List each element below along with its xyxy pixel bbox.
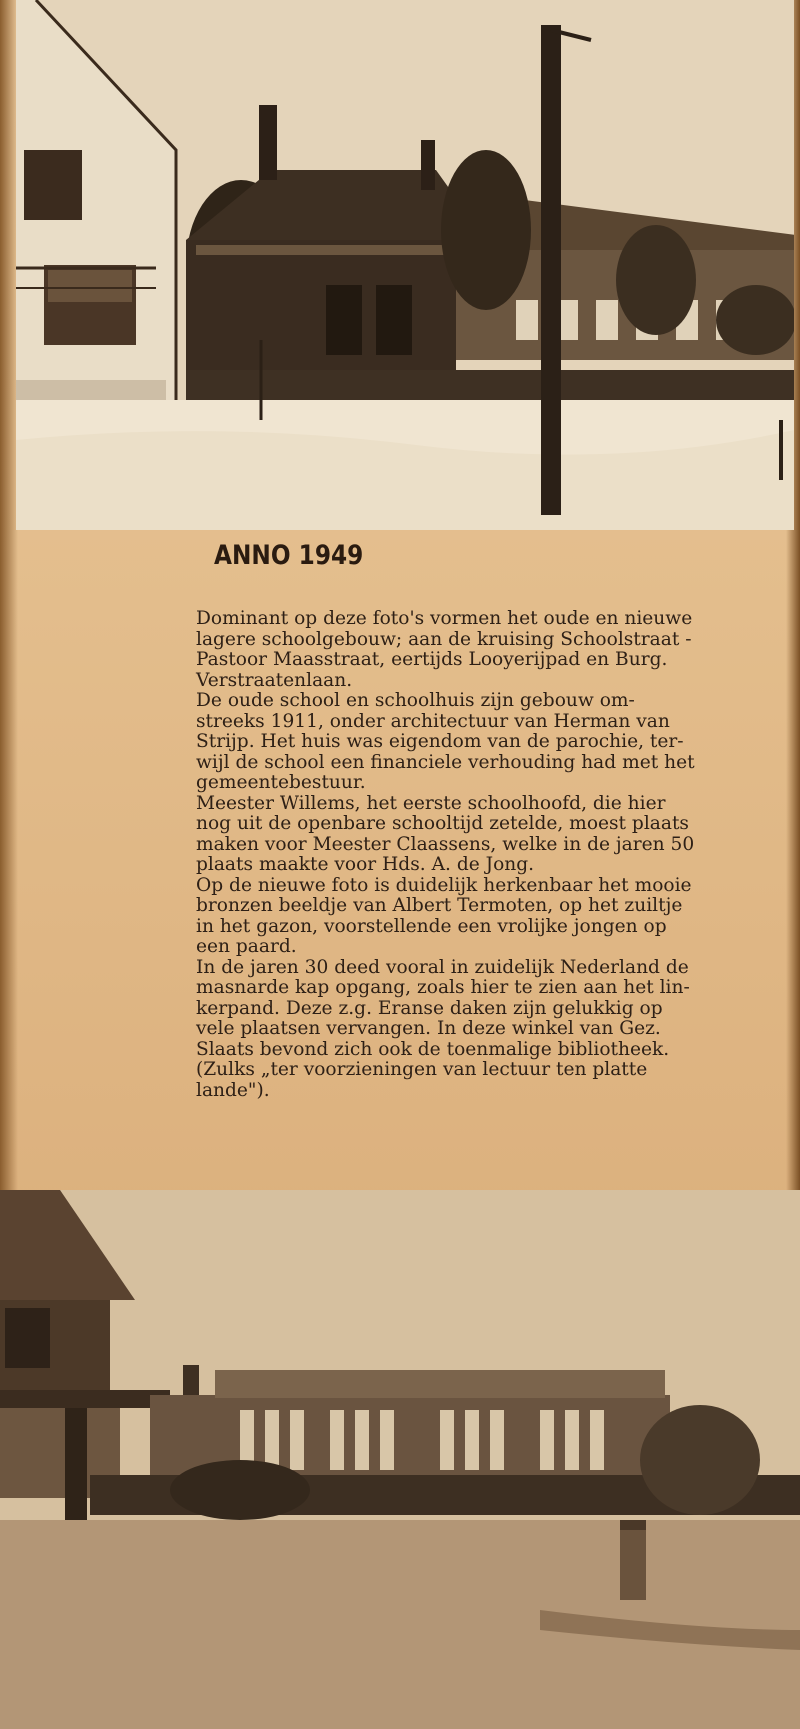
article	[196, 540, 768, 1101]
text-line: maken voor Meester Claassens, welke in de jaren 50	[196, 833, 695, 855]
text-line: in het gazon, voorstellende een vrolijke jongen op	[196, 915, 667, 937]
text-line: een paard.	[196, 936, 297, 957]
text-line: nog uit de openbare schooltijd zetelde, moest plaats	[196, 813, 689, 834]
text-line: masnarde kap opgang, zoals hier te zien aan het lin-	[196, 977, 690, 998]
paragraph-4	[196, 876, 768, 958]
text-line: gemeentebestuur.	[196, 772, 366, 793]
new-school-photo	[0, 1190, 800, 1729]
article-headline: ANNO 1949	[214, 540, 364, 571]
article-body	[196, 609, 768, 1101]
text-line: (Zulks „ter voorzieningen van lectuur ten platte	[196, 1059, 648, 1080]
text-line: Op de nieuwe foto is duidelijk herkenbaar het mooie	[196, 874, 692, 896]
text-line: plaats maakte voor Hds. A. de Jong.	[196, 854, 535, 875]
text-line: Pastoor Maasstraat, eertijds Looyerijpad en Burg.	[196, 649, 668, 670]
text-line: kerpand. Deze z.g. Eranse daken zijn gelukkig op	[196, 997, 663, 1019]
text-line: streeks 1911, onder architectuur van Herman van	[196, 710, 670, 732]
text-line: Dominant op deze foto's vormen het oude en nieuwe	[196, 608, 693, 629]
text-line: In de jaren 30 deed vooral in zuidelijk Nederland de	[196, 956, 689, 978]
text-line: Slaats bevond zich ook de toenmalige bibliotheek.	[196, 1038, 670, 1060]
text-line: Verstraatenlaan.	[196, 669, 353, 691]
new-school-photo-drawing	[0, 1190, 800, 1729]
old-school-photo-drawing	[16, 0, 794, 530]
paragraph-2	[196, 691, 768, 794]
text-line: Meester Willems, het eerste schoolhoofd, die hier	[196, 792, 666, 814]
text-line: wijl de school een financiele verhouding had met het	[196, 751, 695, 773]
text-line: Strijp. Het huis was eigendom van de parochie, ter-	[196, 731, 684, 752]
text-line: vele plaatsen vervangen. In deze winkel van Gez.	[196, 1018, 661, 1039]
paragraph-5	[196, 958, 768, 1102]
text-line: lagere schoolgebouw; aan de kruising Schoolstraat -	[196, 628, 692, 650]
text-line: De oude school en schoolhuis zijn gebouw om-	[196, 690, 635, 711]
paragraph-1	[196, 609, 768, 691]
text-line: lande").	[196, 1079, 270, 1101]
text-line: bronzen beeldje van Albert Termoten, op het zuiltje	[196, 895, 683, 916]
old-school-photo	[16, 0, 794, 530]
paragraph-3	[196, 794, 768, 876]
